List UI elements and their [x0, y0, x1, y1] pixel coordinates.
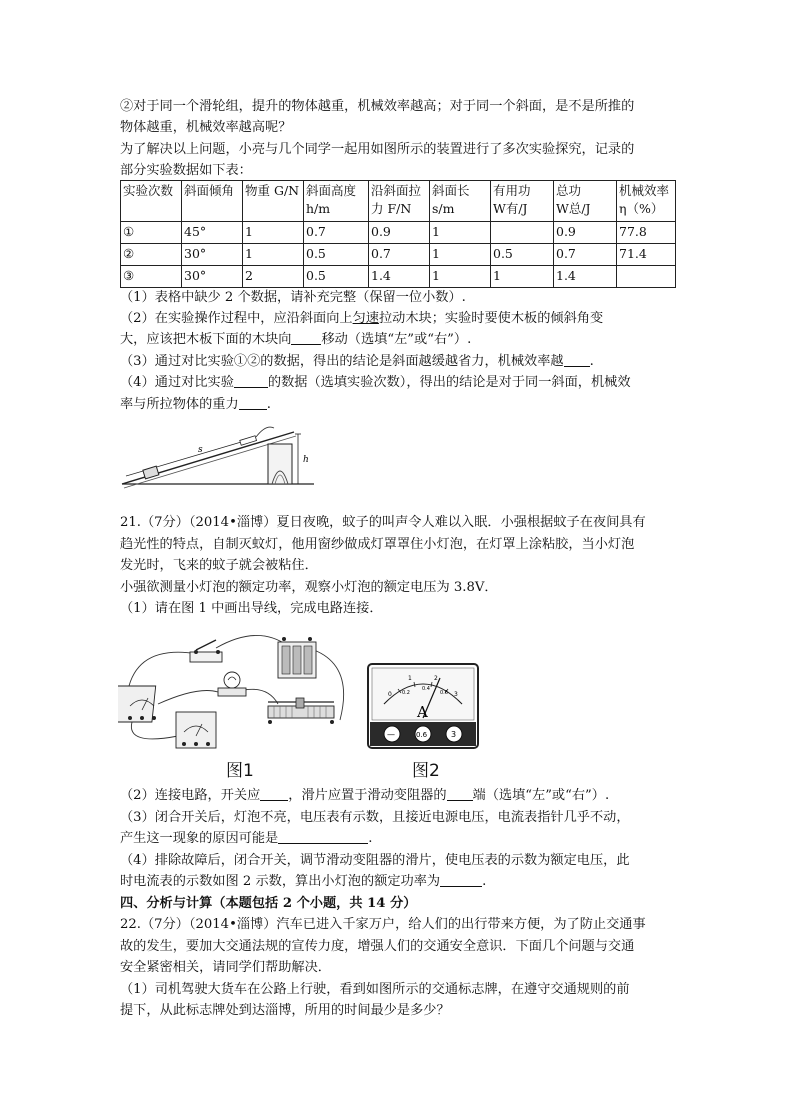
experiment-table: [120, 180, 676, 288]
intro-line-4: 部分实验数据如下表：: [120, 163, 252, 178]
table-cell: [491, 222, 554, 244]
q22-part-1-line-2: 提下，从此标志牌处到达淄博，所用的时间最少是多少？: [120, 1003, 450, 1018]
dial-tick-label: 0.4: [422, 686, 430, 692]
q22-part-1-line-1: （1）司机驾驶大货车在公路上行驶，看到如图所示的交通标志牌，在遵守交通规则的前: [120, 982, 630, 997]
table-cell: 0.5: [491, 244, 554, 266]
table-cell: 30°: [182, 266, 243, 288]
q20-part-1: （1）表格中缺少 2 个数据，请补充完整（保留一位小数）.: [120, 290, 466, 305]
table-cell: 1: [430, 266, 491, 288]
switch-component: [190, 640, 222, 662]
q20-part-4-line-1: （4）通过对比实验 的数据（选填实验次数），得出的结论是对于同一斜面，机械效: [120, 375, 631, 390]
table-cell: 1.4: [369, 266, 430, 288]
table-cell: 0.9: [369, 222, 430, 244]
ammeter-dial-figure: [366, 662, 480, 750]
answer-blank[interactable]: [291, 330, 321, 345]
table-cell: 1: [243, 222, 304, 244]
table-cell: 2: [243, 266, 304, 288]
table-header-row: [121, 181, 676, 222]
circuit-components-figure: [118, 626, 350, 754]
table-cell: 1: [243, 244, 304, 266]
q20-part-2-line-2: 大，应该把木板下面的木块向 移动（选填“左”或“右”）.: [120, 332, 472, 347]
q20-part-4-line-2: 率与所拉物体的重力 .: [120, 397, 271, 412]
table-cell: 45°: [182, 222, 243, 244]
answer-fill-uniform: 匀速: [352, 311, 379, 326]
rheostat-component: [268, 698, 334, 724]
table-header-cell: 沿斜面拉 力 F/N: [369, 181, 430, 222]
table-row: [121, 222, 676, 244]
table-header-cell: 有用功 W有/J: [491, 181, 554, 222]
answer-blank[interactable]: [440, 872, 482, 887]
answer-blank[interactable]: [239, 395, 267, 410]
dial-tick-label: 0: [388, 691, 392, 698]
intro-line-3: 为了解决以上问题，小亮与几个同学一起用如图所示的装置进行了多次实验探究，记录的: [120, 142, 635, 157]
table-cell: 0.5: [304, 266, 369, 288]
table-row: [121, 266, 676, 288]
q21-part-4-line-1: （4）排除故障后，闭合开关，调节滑动变阻器的滑片，使电压表的示数为额定电压，此: [120, 853, 630, 868]
table-header-cell: 物重 G/N: [243, 181, 304, 222]
bulb-component: [218, 672, 246, 696]
table-header-cell: 斜面长 s/m: [430, 181, 491, 222]
dial-unit-letter: A: [417, 703, 428, 721]
section-4-title: 四、分析与计算（本题包括 2 个小题，共 14 分）: [120, 896, 417, 911]
answer-blank[interactable]: [447, 786, 473, 801]
table-cell: 0.7: [369, 244, 430, 266]
table-cell: 77.8: [617, 222, 676, 244]
table-cell: 1: [430, 222, 491, 244]
table-cell: [617, 266, 676, 288]
figure-label-h: h: [303, 455, 309, 465]
q21-line-3: 发光时，飞来的蚊子就会被粘住．: [120, 558, 318, 573]
q21-part-3-line-1: （3）闭合开关后，灯泡不亮，电压表有示数，且接近电源电压，电流表指针几乎不动，: [120, 810, 630, 825]
q20-part-3: （3）通过对比实验①②的数据，得出的结论是斜面越缓越省力，机械效率越 .: [120, 354, 594, 369]
q21-part-1: （1）请在图 1 中画出导线，完成电路连接．: [120, 601, 383, 616]
table-cell: 0.5: [304, 244, 369, 266]
incline-plane-figure: [118, 418, 318, 500]
table-header-cell: 总功 W总/J: [554, 181, 617, 222]
figure-1-caption: 图1: [226, 761, 254, 781]
table-header-cell: 斜面高度 h/m: [304, 181, 369, 222]
q21-part-2: （2）连接电路，开关应 ，滑片应置于滑动变阻器的 端（选填“左”或“右”）.: [120, 788, 610, 803]
answer-blank[interactable]: [234, 373, 268, 388]
table-cell: 1.4: [554, 266, 617, 288]
table-cell: 0.7: [554, 244, 617, 266]
q22-line-3: 安全紧密相关，请同学们帮助解决．: [120, 960, 331, 975]
q21-part-3-line-2: 产生这一现象的原因可能是 .: [120, 831, 373, 846]
table-cell: 0.7: [304, 222, 369, 244]
intro-line-2: 物体越重，机械效率越高呢？: [120, 120, 292, 135]
q21-line-1: 21.（7分）（2014•淄博）夏日夜晚，蚊子的叫声令人难以入眠．小强根据蚊子在夜间具有: [120, 515, 646, 530]
terminal-0-6: 0.6: [416, 731, 428, 739]
table-row: [121, 244, 676, 266]
table-cell: 71.4: [617, 244, 676, 266]
q20-part-2-line-1: （2）在实验操作过程中，应沿斜面向上匀速拉动木块；实验时要使木板的倾斜角变: [120, 311, 604, 326]
table-header-cell: 实验次数: [121, 181, 182, 222]
q22-line-2: 故的发生，要加大交通法规的宣传力度，增强人们的交通安全意识．下面几个问题与交通: [120, 939, 635, 954]
q22-line-1: 22.（7分）（2014•淄博）汽车已进入千家万户，给人们的出行带来方便，为了防止交通事: [120, 917, 646, 932]
answer-blank[interactable]: [278, 829, 368, 844]
dial-tick-label: 0.2: [402, 690, 410, 696]
ammeter-component: [176, 712, 216, 748]
table-cell: ①: [121, 222, 182, 244]
dial-tick-label: 0.6: [440, 690, 448, 696]
table-cell: 0.9: [554, 222, 617, 244]
dial-tick-label: 2: [434, 675, 438, 682]
dial-tick-label: 3: [454, 691, 458, 698]
table-cell: ③: [121, 266, 182, 288]
q21-part-4-line-2: 时电流表的示数如图 2 示数，算出小灯泡的额定功率为 .: [120, 874, 487, 889]
intro-line-1: ②对于同一个滑轮组，提升的物体越重，机械效率越高；对于同一个斜面，是不是所推的: [120, 99, 635, 114]
q21-line-4: 小强欲测量小灯泡的额定功率，观察小灯泡的额定电压为 3.8V．: [120, 580, 498, 595]
table-header-cell: 斜面倾角: [182, 181, 243, 222]
table-cell: 1: [491, 266, 554, 288]
dial-tick-label: 1: [408, 675, 412, 682]
table-cell: 30°: [182, 244, 243, 266]
figure-2-caption: 图2: [412, 761, 440, 781]
voltmeter-component: [118, 686, 156, 722]
table-header-cell: 机械效率 η（%）: [617, 181, 676, 222]
terminal-negative: —: [387, 730, 395, 739]
q21-line-2: 趋光性的特点，自制灭蚊灯，他用窗纱做成灯罩罩住小灯泡，在灯罩上涂粘胶，当小灯泡: [120, 537, 635, 552]
answer-blank[interactable]: [260, 786, 288, 801]
table-cell: 1: [430, 244, 491, 266]
battery-component: [278, 637, 316, 678]
figure-label-s: s: [198, 445, 203, 455]
answer-blank[interactable]: [564, 352, 590, 367]
terminal-3: 3: [451, 730, 457, 739]
table-cell: ②: [121, 244, 182, 266]
